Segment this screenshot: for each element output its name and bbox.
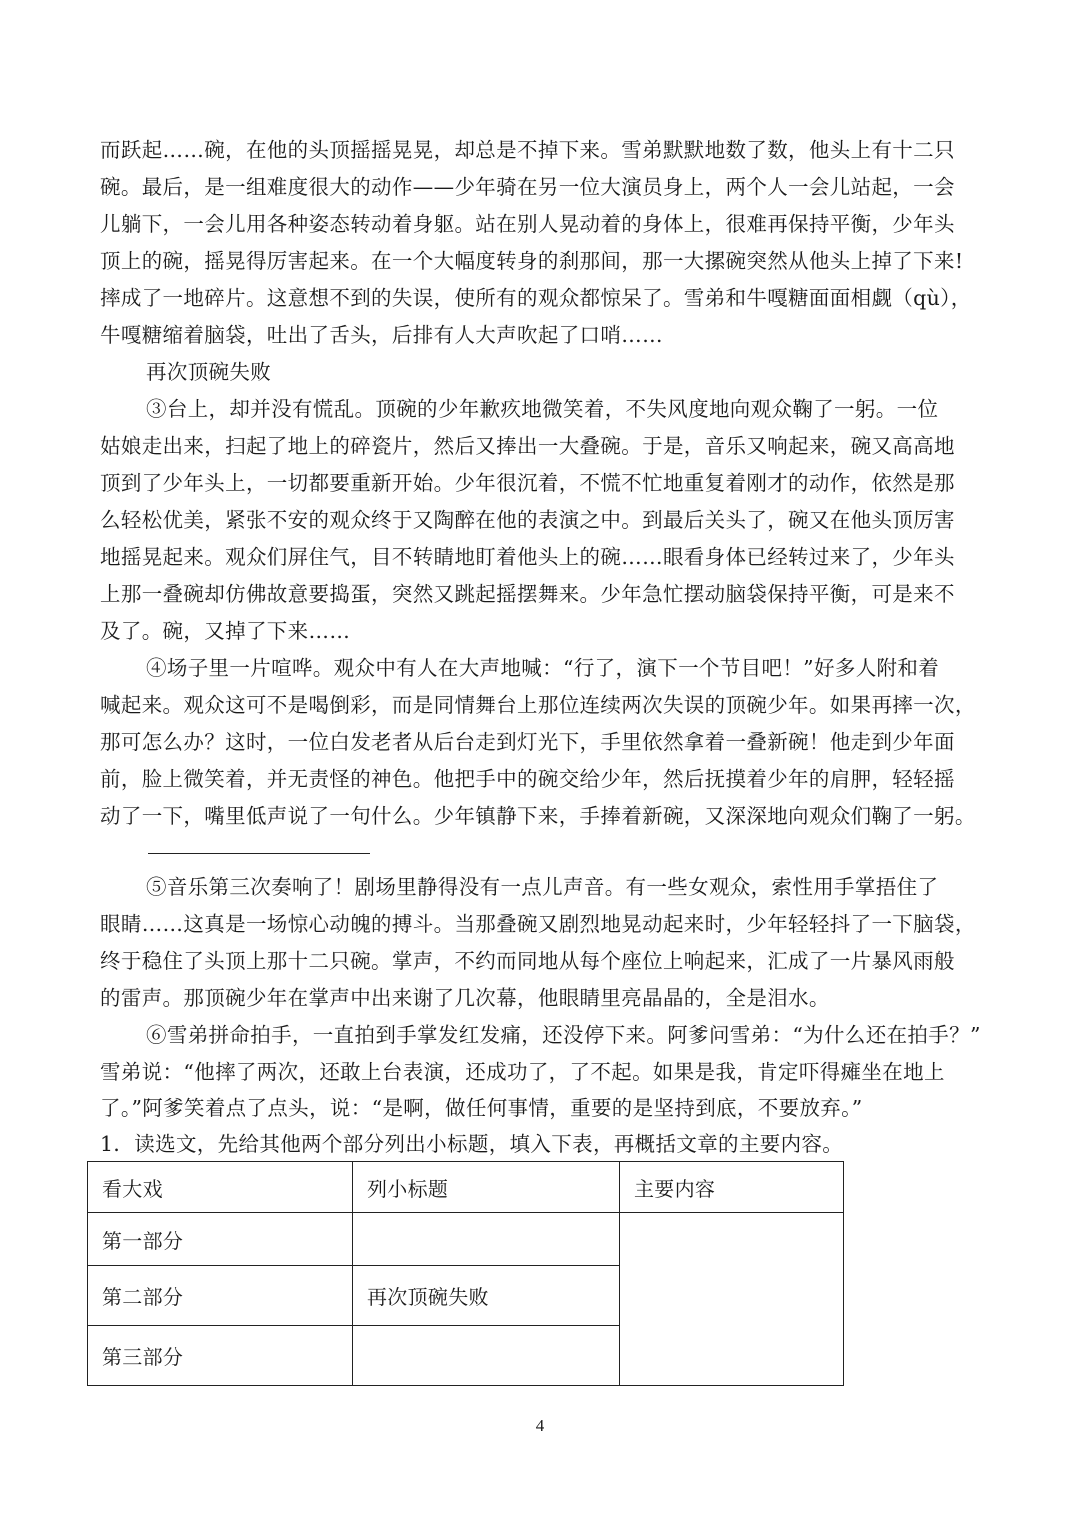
paragraph-6-line: 了。”阿爹笑着点了点头，说：“是啊，做任何事情，重要的是坚持到底，不要放弃。” <box>100 1096 863 1120</box>
table-row <box>88 1213 844 1266</box>
table-header-cell: 主要内容 <box>620 1162 844 1213</box>
title-answer-cell[interactable] <box>353 1213 620 1266</box>
blank-subtitle-line[interactable] <box>148 853 370 854</box>
paragraph-5-line: 终于稳住了头顶上那十二只碗。掌声，不约而同地从每个座位上响起来，汇成了一片暴风雨般 <box>100 949 955 973</box>
paragraph-6-line: ⑥雪弟拼命拍手，一直拍到手掌发红发痛，还没停下来。阿爹问雪弟：“为什么还在拍手？” <box>146 1023 981 1047</box>
passage-line: 顶上的碗，摇晃得厉害起来。在一个大幅度转身的刹那间，那一大摞碗突然从他头上掉了下来! <box>100 249 964 273</box>
paragraph-4-line: 前，脸上微笑着，并无责怪的神色。他把手中的碗交给少年，然后抚摸着少年的肩胛，轻轻摇 <box>100 767 955 791</box>
table-header-cell: 列小标题 <box>353 1162 620 1213</box>
paragraph-3-line: 姑娘走出来，扫起了地上的碎瓷片，然后又捧出一大叠碗。于是，音乐又响起来，碗又高高地 <box>100 434 955 458</box>
paragraph-4-line: 那可怎么办？这时，一位白发老者从后台走到灯光下，手里依然拿着一叠新碗！他走到少年面 <box>100 730 955 754</box>
paragraph-4-line: 动了一下，嘴里低声说了一句什么。少年镇静下来，手捧着新碗，又深深地向观众们鞠了一躬。 <box>100 804 976 828</box>
paragraph-6-line: 雪弟说：“他摔了两次，还敢上台表演，还成功了，了不起。如果是我，肯定吓得瘫坐在地上 <box>100 1060 945 1084</box>
title-answer-cell[interactable] <box>353 1325 620 1385</box>
paragraph-5-line: ⑤音乐第三次奏响了！剧场里静得没有一点儿声音。有一些女观众，索性用手掌捂住了 <box>146 875 939 899</box>
paragraph-3-line: ③台上，却并没有慌乱。顶碗的少年歉疚地微笑着，不失风度地向观众鞠了一躬。一位 <box>146 397 939 421</box>
row-label: 第二部分 <box>88 1266 353 1325</box>
paragraph-3-line: 上那一叠碗却仿佛故意要捣蛋，突然又跳起摇摆舞来。少年急忙摆动脑袋保持平衡，可是来不 <box>100 582 955 606</box>
passage-line: 碗。最后，是一组难度很大的动作——少年骑在另一位大演员身上，两个人一会儿站起，一会 <box>100 175 955 199</box>
passage-line: 牛嘎糖缩着脑袋，吐出了舌头，后排有人大声吹起了口哨…… <box>100 323 663 347</box>
paragraph-3-line: 及了。碗，又掉了下来…… <box>100 619 351 643</box>
page-number: 4 <box>535 1416 545 1435</box>
paragraph-5-line: 的雷声。那顶碗少年在掌声中出来谢了几次幕，他眼睛里亮晶晶的，全是泪水。 <box>100 986 830 1010</box>
passage-line: 儿躺下，一会儿用各种姿态转动着身躯。站在别人晃动着的身体上，很难再保持平衡，少年头 <box>100 212 955 236</box>
paragraph-4-line: 喊起来。观众这可不是喝倒彩，而是同情舞台上那位连续两次失误的顶碗少年。如果再摔一次， <box>100 693 976 717</box>
row-label: 第三部分 <box>88 1325 353 1385</box>
paragraph-3-line: 地摇晃起来。观众们屏住气，目不转睛地盯着他头上的碗……眼看身体已经转过来了，少年头 <box>100 545 955 569</box>
table-header-row <box>88 1162 844 1213</box>
question-text: 1．读选文，先给其他两个部分列出小标题，填入下表，再概括文章的主要内容。 <box>100 1132 844 1156</box>
row-label: 第一部分 <box>88 1213 353 1266</box>
table-header-cell: 看大戏 <box>88 1162 353 1213</box>
paragraph-5-line: 眼睛……这真是一场惊心动魄的搏斗。当那叠碗又剧烈地晃动起来时，少年轻轻抖了一下脑袋， <box>100 912 976 936</box>
passage-line: 摔成了一地碎片。这意想不到的失误，使所有的观众都惊呆了。雪弟和牛嘎糖面面相觑（qù）， <box>100 286 972 310</box>
paragraph-3-line: 顶到了少年头上，一切都要重新开始。少年很沉着，不慌不忙地重复着刚才的动作，依然是那 <box>100 471 955 495</box>
row-title: 再次顶碗失败 <box>353 1266 620 1325</box>
answer-table <box>87 1161 844 1386</box>
passage-line: 而跃起……碗，在他的头顶摇摇晃晃，却总是不掉下来。雪弟默默地数了数，他头上有十二只 <box>100 138 955 162</box>
section-subtitle: 再次顶碗失败 <box>146 360 272 384</box>
paragraph-4-line: ④场子里一片喧哗。观众中有人在大声地喊：“行了，演下一个节目吧！”好多人附和着 <box>146 656 940 680</box>
main-content-answer-cell[interactable] <box>620 1213 844 1386</box>
paragraph-3-line: 么轻松优美，紧张不安的观众终于又陶醉在他的表演之中。到最后关头了，碗又在他头顶厉害 <box>100 508 955 532</box>
